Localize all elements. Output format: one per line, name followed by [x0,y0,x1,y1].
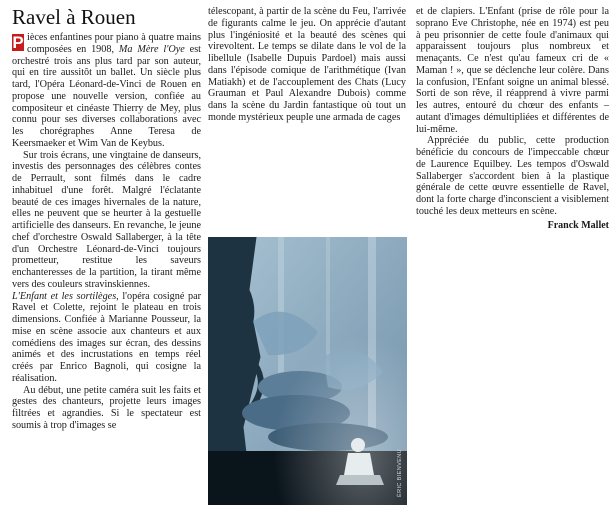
article-column-1 [12,32,201,432]
work-title-enfant-sortileges: L'Enfant et les sortilèges [12,290,117,302]
article-column-3 [416,6,609,218]
paragraph-6: et de clapiers. L'Enfant (prise de rôle pour la soprano Eve Christophe, née en 1974) est peu à peu prisonnier de cette foule d'animaux qui apparaissent toujours plus nombreux et menaçants. Ce n'est qu'au fameux cri de « Maman ! », que se déclenche leur colère. Dans la confusion, l'Enfant soigne un animal blessé. Sorti de son rêve, il réapprend à vivre parmi les autres, entouré du chœur des enfants – autant d'images démultipliées et différentes de lui-même. [416,6,609,135]
paragraph-5: télescopant, à partir de la scène du Feu, l'arrivée de figurants calme le jeu. On apprécie d'autant plus l'ingéniosité et la beauté des scènes qui virevoltent. Le temps se dilate dans le vol de la libellule (Isabelle Dupuis Pardoel) mais aussi dans l'épisode comique de l'arithmétique (Ivan Matiakh) et de l'accouplement des Chats (Lucy Grauman et Paul Alexandre Dubois) comme dans la scène du Jardin fantastique où tout un monde mystérieux peuple une armada de cages [208,6,406,123]
stage-photo-image [208,237,407,505]
paragraph-1-rest: est orchestré trois ans plus tard par son auteur, qui en tire aussitôt un ballet. Un siècle plus tard, l'Opéra Léonard-de-Vinci de Rouen en propose une nouvelle version, confiée au compositeur et cinéaste Thierry de Mey, plus connu pour ses diverses collaborations avec les chorégraphes Anne Teresa de Keersmaeker et Wim Van de Keybus. [12,43,201,149]
article-column-2 [208,6,406,124]
paragraph-2: Sur trois écrans, une vingtaine de danseurs, investis des personnages des célèbres contes de Perrault, sont filmés dans le cadre inhabituel d'une forêt. Malgré l'éclatante beauté de ces images hivernales de la nature, elles ne peuvent que se heurter à la gestuelle artificielle des danseurs. En revanche, le jeune chef d'orchestre Oswald Sallaberger, à la tête d'un Orchestre Léonard-de-Vinci toujours prometteur, restitue les saveurs enchanteresses de la partition, la tirant même vers des couleurs stravinskiennes. [12,149,201,290]
paragraph-3-rest: , l'opéra cosigné par Ravel et Colette, rejoint le plateau en trois dimensions. Confiée à Marianne Pousseur, la mise en scène associe aux chanteurs et aux comédiens des images sur écran, des dessins animés et des incrustations en temps réel créés par Enrico Bagnoli, qui cosigne la réalisation. [12,290,202,384]
paragraph-7: Appréciée du public, cette production bénéficie du concours de l'impeccable chœur de Laurence Equilbey. Les tempos d'Oswald Sallaberger s'accordent bien à la plastique générale de cette œuvre essentielle de Ravel, dont la forte charge d'inconscient a visiblement touché les deux metteurs en scène. [416,135,609,217]
dropcap-letter: P [12,33,24,52]
photo-credit: ÉRIC BIENVENU [397,449,403,497]
photo-spotlight [208,237,407,505]
paragraph-1 [12,32,201,150]
paragraph-3 [12,291,201,385]
author-signature: Franck Mallet [547,220,609,231]
article-title: Ravel à Rouen [12,5,136,29]
paragraph-1-opening: ièces enfantines pour piano à quatre mains composées en 1908, [27,32,201,55]
stage-photo [208,237,407,505]
work-title-ma-mere-loye: Ma Mère l'Oye [118,43,185,55]
paragraph-4: Au début, une petite caméra suit les faits et gestes des chanteurs, projette leurs images filtrées et agrandies. Si le spectateur est soumis à trop d'images se [12,384,201,431]
